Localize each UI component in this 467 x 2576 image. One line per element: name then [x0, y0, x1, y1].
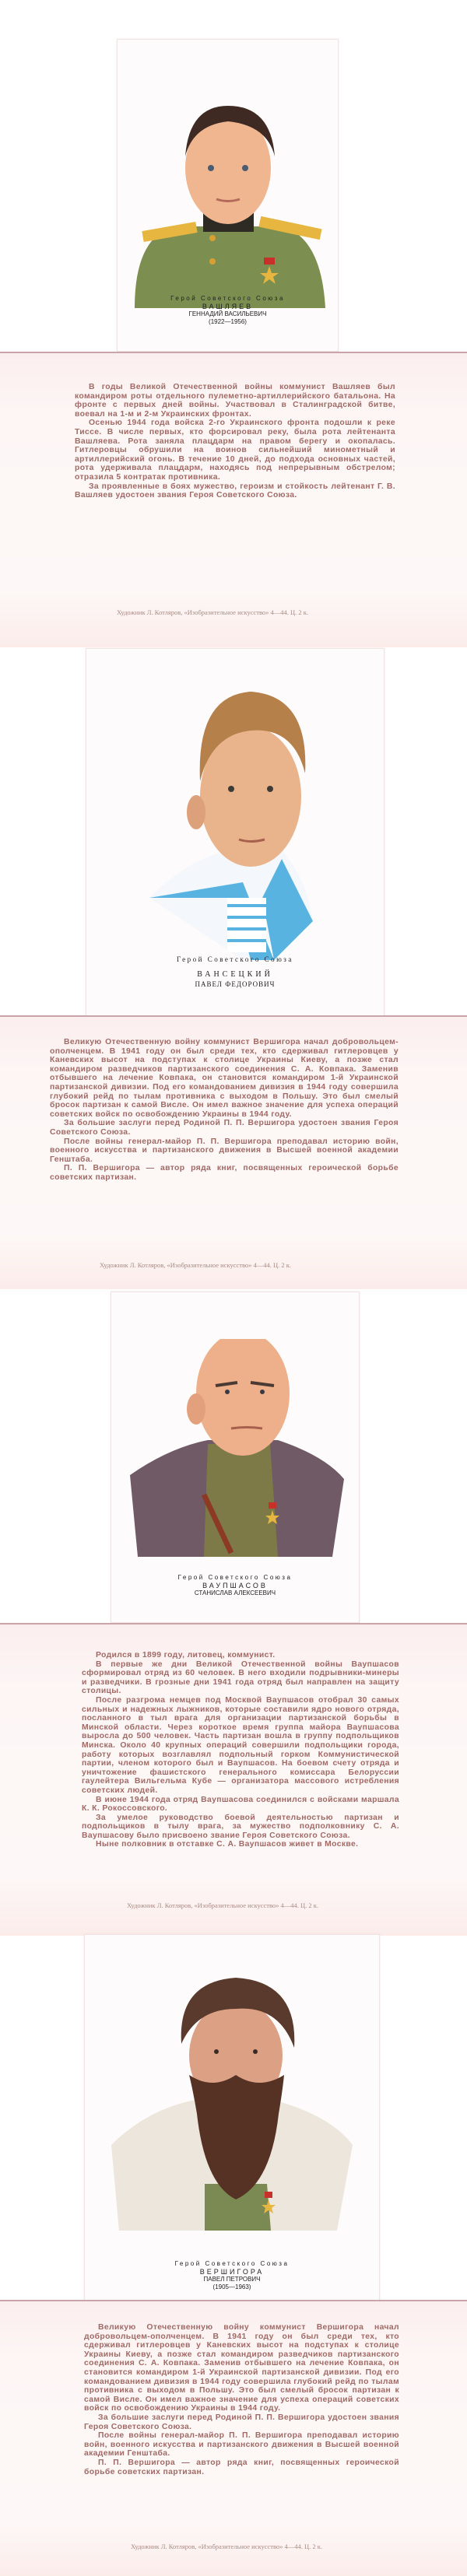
hero-name: ГЕННАДИЙ ВАСИЛЬЕВИЧ — [188, 310, 267, 317]
bio-paragraph: После разгрома немцев под Москвой Ваупшасов отобрал 30 самых сильных и надежных лыжников, которые составили ядро нового отряда, посланного в тыл врага для организации партизанской борьбы в Минской области. Через короткое время группа майора Ваупшасова выросла до 500 человек. Часть партизан вошла в группу подпольщиков Минска. Около 40 крупных операций совершили подпольщики города, работу которых возглавлял подпольный горком Коммунистической партии, членом которого был и Ваупшасов. На боевом счету отряда и уничтожение фашистского генерального комиссара Белоруссии гаулейтера Вильгельма Кубе — организатора массового истребления советских людей. — [82, 1695, 399, 1795]
postcard-back-vaupshasov — [0, 1623, 467, 1936]
biography-text — [50, 1038, 399, 1183]
hero-surname: ВЕРШИГОРА — [199, 2268, 265, 2276]
hero-name: СТАНИСЛАВ АЛЕКСЕЕВИЧ — [194, 1589, 276, 1596]
bio-paragraph: В годы Великой Отечественной войны коммунист Вашляев был командиром роты отдельного пулеметно-артиллерийского батальона. На фронте с первых дней войны. Участвовал в Сталинградской битве, воевал на 1-м и 2-м Украинских фронтах. — [75, 383, 395, 419]
postcard-front-vansetsky — [86, 648, 384, 1017]
publisher-credit: Художник Л. Котляров, «Изобразительное искусство» 4—44. Ц. 2 к. — [100, 1261, 292, 1269]
hero-years: (1905—1963) — [212, 2283, 251, 2290]
bio-paragraph: После войны генерал-майор П. П. Вершигора преподавал историю войн, военного искусства и партизанского движения в Высшей военной академии Генштаба. — [50, 1137, 399, 1164]
bio-paragraph: В первые же дни Великой Отечественной войны Ваупшасов сформировал отряд из 60 человек. В него входили подрывники-минеры и разведчики. В грозные дни 1941 года отряд был направлен на защиту столицы. — [82, 1660, 399, 1696]
hero-surname: ВАНСЕЦКИЙ — [197, 970, 273, 979]
bio-paragraph: П. П. Вершигора — автор ряда книг, посвященных героической борьбе советских партизан. — [84, 2458, 399, 2476]
hero-years: (1922—1956) — [209, 318, 247, 325]
portrait-vashlyaev — [127, 82, 329, 308]
bio-paragraph: За большие заслуги перед Родиной П. П. Вершигора удостоен звания Героя Советского Союза. — [84, 2413, 399, 2431]
portrait-vershigora — [104, 1974, 360, 2231]
hero-name: ПАВЕЛ ФЕДОРОВИЧ — [195, 980, 276, 988]
bio-paragraph: Осенью 1944 года войска 2-го Украинского фронта подошли к реке Тиссе. В числе первых, кто форсировал реку, была рота лейтенанта Вашляева. Рота заняла плацдарм на правом берегу и окопалась. Гитлеровцы обрушили на воинов сильнейший минометный и артиллерийский огонь. В течение 10 дней, до подхода основных частей, рота удерживала плацдарм, находясь под непрерывным обстрелом; отразила 5 контратак противника. — [75, 419, 395, 482]
publisher-credit: Художник Л. Котляров, «Изобразительное искусство» 4—44. Ц. 2 к. — [127, 1901, 319, 1909]
portrait-caption — [118, 295, 338, 326]
biography-text — [84, 2323, 399, 2476]
hero-title: Герой Советского Союза — [177, 1574, 293, 1581]
bio-paragraph: За большие заслуги перед Родиной П. П. Вершигора удостоен звания Героя Советского Союза. — [50, 1119, 399, 1137]
hero-name: ПАВЕЛ ПЕТРОВИЧ — [203, 2276, 261, 2283]
bio-paragraph: Ныне полковник в отставке С. А. Ваупшасов живет в Москве. — [96, 1840, 359, 1849]
hero-surname: ВАУПШАСОВ — [202, 1582, 268, 1589]
hero-title: Герой Советского Союза — [177, 955, 293, 963]
hero-title: Герой Советского Союза — [174, 2260, 290, 2267]
bio-paragraph: За проявленные в боях мужество, героизм и стойкость лейтенант Г. В. Вашляев удостоен звания Героя Советского Союза. — [75, 482, 395, 500]
publisher-credit: Художник Л. Котляров, «Изобразительное искусство» 4—44. Ц. 2 к. — [131, 2543, 323, 2550]
biography-text — [82, 1651, 399, 1849]
portrait-caption — [111, 1574, 359, 1597]
postcard-front-vaupshasov — [111, 1292, 360, 1623]
bio-paragraph: За умелое руководство боевой деятельностью партизан и подпольщиков в тылу врага, за мужество подполковнику С. А. Ваупшасову было присвоено звание Героя Советского Союза. — [82, 1813, 399, 1840]
bio-paragraph: В июне 1944 года отряд Ваупшасова соединился с войсками маршала К. К. Рокоссовского. — [82, 1795, 399, 1814]
hero-surname: ВАШЛЯЕВ — [202, 303, 254, 310]
portrait-vansetsky — [126, 664, 344, 960]
bio-paragraph: П. П. Вершигора — автор ряда книг, посвященных героической борьбе советских партизан. — [50, 1164, 399, 1182]
bio-paragraph: Родился в 1899 году, литовец, коммунист. — [96, 1651, 276, 1660]
portrait-caption — [86, 955, 384, 989]
postcard-back-vershigora-2 — [0, 2300, 467, 2576]
bio-paragraph: Великую Отечественную войну коммунист Вершигора начал добровольцем-ополченцем. В 1941 году он был среди тех, кто сдерживал гитлеровцев у Каневских высот на подступах к столице Украины Киеву, а позже стал командиром разведчиков партизанского соединения С. А. Ковпака. Заменив отбывшего на лечение Ковпака, он становится командиром 1-й Украинской партизанской дивизии. Под его командованием дивизия в 1944 году совершила глубокий рейд по тылам противника с выходом в Польшу. Это был смелый бросок партизан к самой Висле. Он имел важное значение для успеха операций советских войск по освобождению Украины в 1944 году. — [84, 2323, 399, 2413]
publisher-credit: Художник Л. Котляров, «Изобразительное искусство» 4—44. Ц. 2 к. — [117, 608, 309, 616]
bio-paragraph: После войны генерал-майор П. П. Вершигора преподавал историю войн, военного искусства и партизанского движения в Высшей военной академии Генштаба. — [84, 2431, 399, 2459]
portrait-vaupshasov — [122, 1339, 348, 1565]
postcard-front-vashlyaev — [117, 39, 339, 352]
biography-text — [75, 383, 395, 500]
postcard-back-vashlyaev — [0, 352, 467, 647]
postcard-back-vershigora-1 — [0, 1015, 467, 1289]
postcard-front-vershigora — [84, 1934, 380, 2301]
hero-title: Герой Советского Союза — [170, 295, 285, 302]
portrait-caption — [85, 2260, 379, 2291]
bio-paragraph: Великую Отечественную войну коммунист Вершигора начал добровольцем-ополченцем. В 1941 году он был среди тех, кто сдерживал гитлеровцев у Каневских высот на подступах к столице Украины Киеву, а позже стал командиром разведчиков партизанского соединения С. А. Ковпака. Заменив отбывшего на лечение Ковпака, он становится командиром 1-й Украинской партизанской дивизии. Под его командованием дивизия в 1944 году совершила глубокий рейд по тылам противника с выходом в Польшу. Это был смелый бросок партизан к самой Висле. Он имел важное значение для успеха операций советских войск по освобождению Украины в 1944 году. — [50, 1038, 399, 1119]
